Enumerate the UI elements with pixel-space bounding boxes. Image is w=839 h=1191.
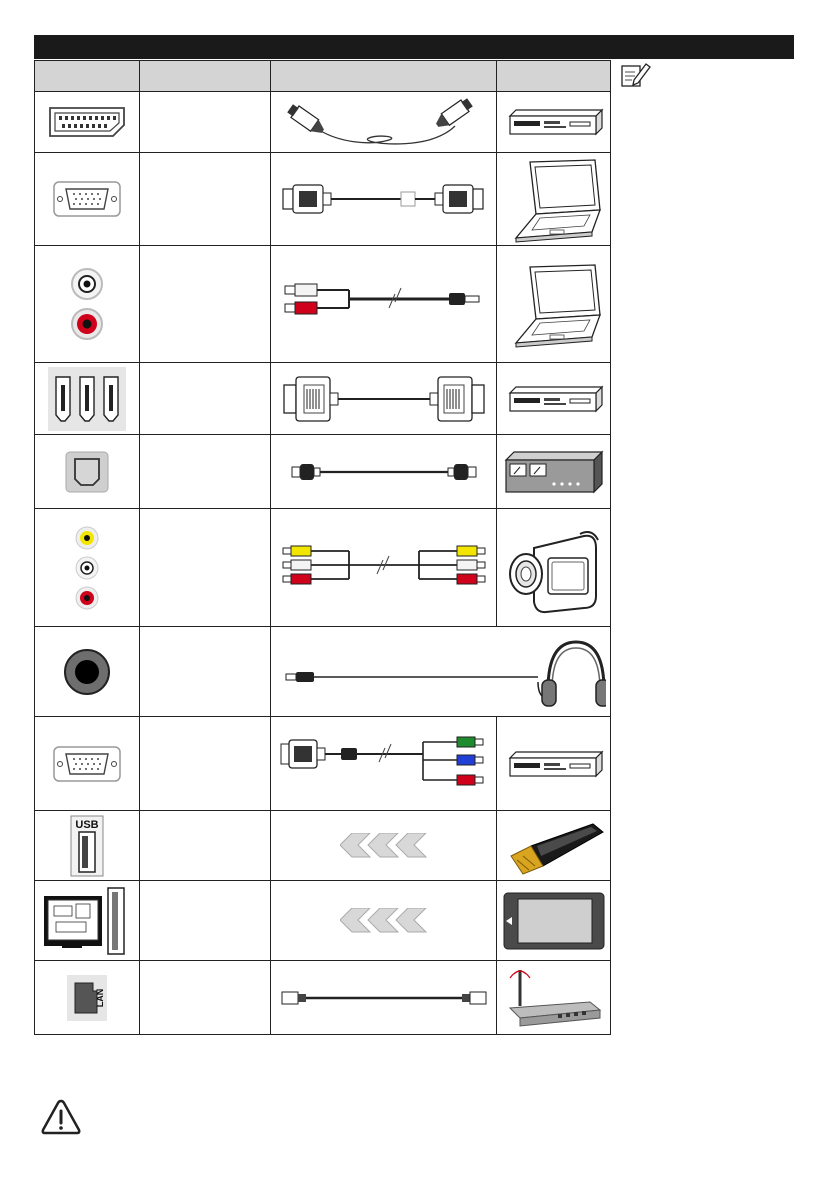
type-cell <box>140 363 271 435</box>
type-cell <box>140 961 271 1035</box>
vga-socket-icon <box>52 180 122 218</box>
table-header <box>35 61 611 92</box>
type-cell <box>140 246 271 363</box>
connector-cell <box>35 246 140 363</box>
device-cell <box>497 363 611 435</box>
cable-cell <box>271 153 497 246</box>
optical-socket-icon <box>65 451 109 493</box>
vga-cable-icon <box>279 179 489 219</box>
device-cell <box>497 246 611 363</box>
header-device <box>497 61 611 92</box>
dvd-recorder-icon <box>500 381 608 417</box>
cable-cell <box>271 961 497 1035</box>
insert-arrows-icon <box>340 833 428 859</box>
cable-cell <box>271 246 497 363</box>
scart-cable-icon <box>279 94 489 150</box>
scart-socket-icon <box>47 105 127 139</box>
headphone-cable-icon <box>276 632 606 712</box>
type-cell <box>140 627 271 717</box>
usb-label: USB <box>75 818 99 831</box>
table-row <box>35 363 611 435</box>
connector-cell <box>35 153 140 246</box>
type-cell <box>140 92 271 153</box>
headphones-icon <box>538 642 606 706</box>
ci-slot-icon <box>42 886 132 956</box>
table-row <box>35 153 611 246</box>
connector-cell <box>35 961 140 1035</box>
headphone-jack-icon <box>63 648 111 696</box>
insert-arrows-icon <box>340 908 428 934</box>
table-row <box>35 961 611 1035</box>
connector-cell <box>35 627 140 717</box>
hdmi-cable-icon <box>278 371 490 427</box>
type-cell <box>140 435 271 509</box>
connector-cell <box>35 363 140 435</box>
connector-cell <box>35 92 140 153</box>
type-cell <box>140 717 271 811</box>
device-cell <box>497 961 611 1035</box>
dvd-recorder-icon <box>500 104 608 140</box>
av-sockets-icon <box>72 525 102 611</box>
header-connector <box>35 61 140 92</box>
device-cell <box>497 717 611 811</box>
table-row <box>35 435 611 509</box>
connector-cell <box>35 435 140 509</box>
connections-table <box>34 60 611 1035</box>
rca-audio-sockets-icon <box>67 264 107 344</box>
lan-socket-icon <box>65 973 109 1023</box>
hdmi-sockets-icon <box>48 367 126 431</box>
table-row <box>35 246 611 363</box>
audio-amplifier-icon <box>500 446 608 498</box>
type-cell <box>140 153 271 246</box>
type-cell <box>140 881 271 961</box>
table-row <box>35 717 611 811</box>
camcorder-icon <box>504 518 604 618</box>
vga-socket-icon <box>52 745 122 783</box>
table-row <box>35 92 611 153</box>
cam-module-icon <box>502 891 606 951</box>
connector-cell <box>35 881 140 961</box>
cable-cell <box>271 435 497 509</box>
type-cell <box>140 509 271 627</box>
cable-cell <box>271 509 497 627</box>
audio-to-jack-cable-icon <box>279 274 489 334</box>
av-rca-cable-icon <box>279 542 489 594</box>
ethernet-cable-icon <box>278 986 490 1010</box>
router-icon <box>504 966 604 1030</box>
header-type <box>140 61 271 92</box>
pencil-note-icon <box>620 60 652 88</box>
device-cell <box>497 811 611 881</box>
dvd-recorder-icon <box>500 746 608 782</box>
connector-cell <box>35 509 140 627</box>
device-cell <box>497 435 611 509</box>
table-row <box>35 627 611 717</box>
laptop-icon <box>500 154 608 244</box>
cable-cell <box>271 811 497 881</box>
cable-cell <box>271 627 611 717</box>
device-cell <box>497 509 611 627</box>
usb-socket-icon <box>67 814 107 878</box>
cable-cell <box>271 881 497 961</box>
usb-stick-icon <box>501 816 607 876</box>
device-cell <box>497 92 611 153</box>
connector-cell <box>35 717 140 811</box>
type-cell <box>140 811 271 881</box>
laptop-icon <box>500 259 608 349</box>
table-row <box>35 509 611 627</box>
ypbpr-cable-icon <box>277 736 491 792</box>
warning-triangle-icon <box>40 1098 82 1136</box>
connector-cell <box>35 811 140 881</box>
cable-cell <box>271 92 497 153</box>
device-cell <box>497 881 611 961</box>
header-cables <box>271 61 497 92</box>
lan-label: LAN <box>95 988 105 1007</box>
optical-cable-icon <box>284 457 484 487</box>
cable-cell <box>271 363 497 435</box>
table-row <box>35 881 611 961</box>
cable-cell <box>271 717 497 811</box>
device-cell <box>497 153 611 246</box>
table-row <box>35 811 611 881</box>
section-title-bar <box>34 35 794 59</box>
